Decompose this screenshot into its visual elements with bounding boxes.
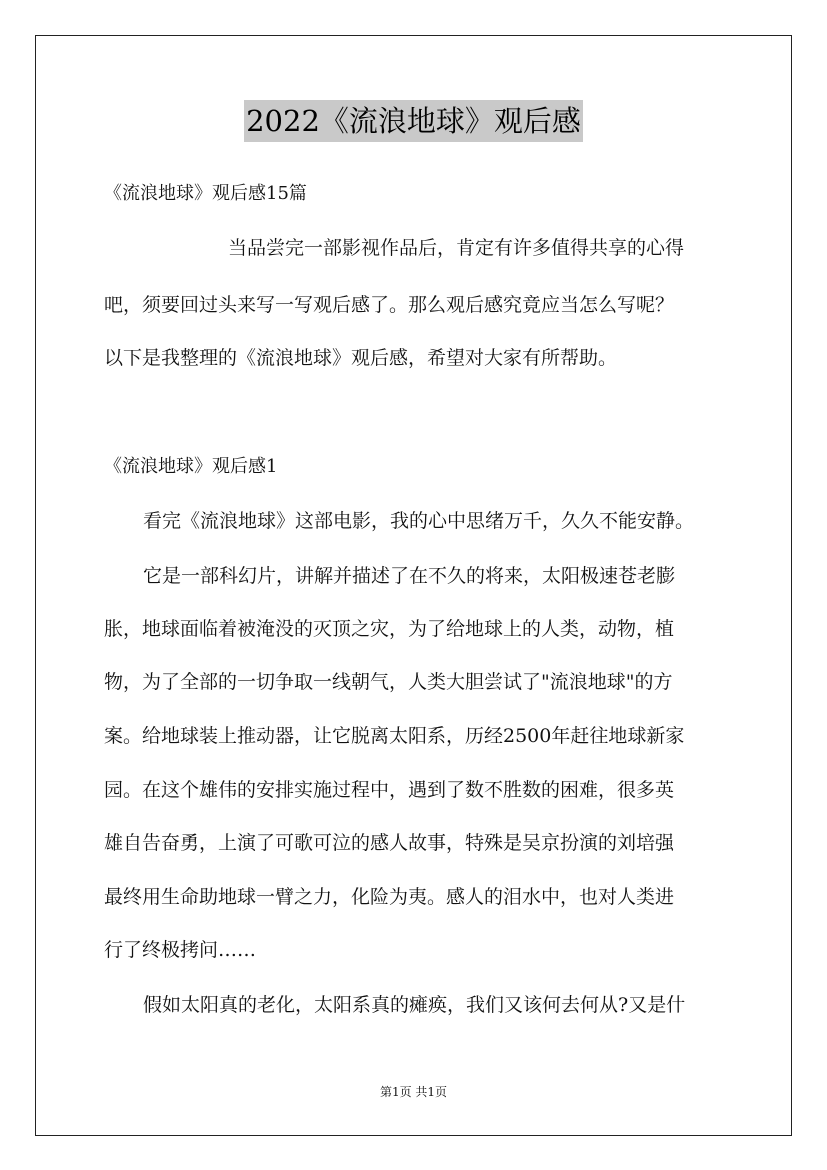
body-line: 假如太阳真的老化，太阳系真的瘫痪，我们又该何去何从?又是什 bbox=[143, 994, 686, 1016]
section-heading: 《流浪地球》观后感1 bbox=[104, 456, 278, 477]
page-footer bbox=[0, 1084, 827, 1100]
document-title: 2022《流浪地球》观后感 bbox=[244, 100, 583, 142]
body-line: 行了终极拷问…… bbox=[104, 939, 257, 961]
body-line: 雄自告奋勇，上演了可歌可泣的感人故事，特殊是吴京扮演的刘培强 bbox=[104, 832, 675, 854]
body-line: 物，为了全部的一切争取一线朝气，人类大胆尝试了"流浪地球"的方 bbox=[104, 671, 673, 693]
body-line: 胀，地球面临着被淹没的灭顶之灾，为了给地球上的人类，动物，植 bbox=[104, 618, 675, 640]
intro-line: 当品尝完一部影视作品后，肯定有许多值得共享的心得 bbox=[228, 237, 685, 259]
intro-line: 以下是我整理的《流浪地球》观后感，希望对大家有所帮助。 bbox=[104, 347, 618, 369]
document-subtitle: 《流浪地球》观后感15篇 bbox=[104, 183, 307, 204]
body-line: 案。给地球装上推动器，让它脱离太阳系，历经2500年赶往地球新家 bbox=[104, 725, 685, 747]
body-line: 最终用生命助地球一臂之力，化险为夷。感人的泪水中，也对人类进 bbox=[104, 886, 675, 908]
title-container bbox=[0, 100, 827, 142]
body-line: 它是一部科幻片，讲解并描述了在不久的将来，太阳极速苍老膨 bbox=[143, 565, 676, 587]
page-number-label: 第1页 共1页 bbox=[379, 1085, 448, 1099]
intro-line: 吧，须要回过头来写一写观后感了。那么观后感究竟应当怎么写呢？ bbox=[104, 294, 675, 316]
body-line: 园。在这个雄伟的安排实施过程中，遇到了数不胜数的困难，很多英 bbox=[104, 779, 675, 801]
body-line: 看完《流浪地球》这部电影，我的心中思绪万千，久久不能安静。 bbox=[143, 510, 695, 532]
